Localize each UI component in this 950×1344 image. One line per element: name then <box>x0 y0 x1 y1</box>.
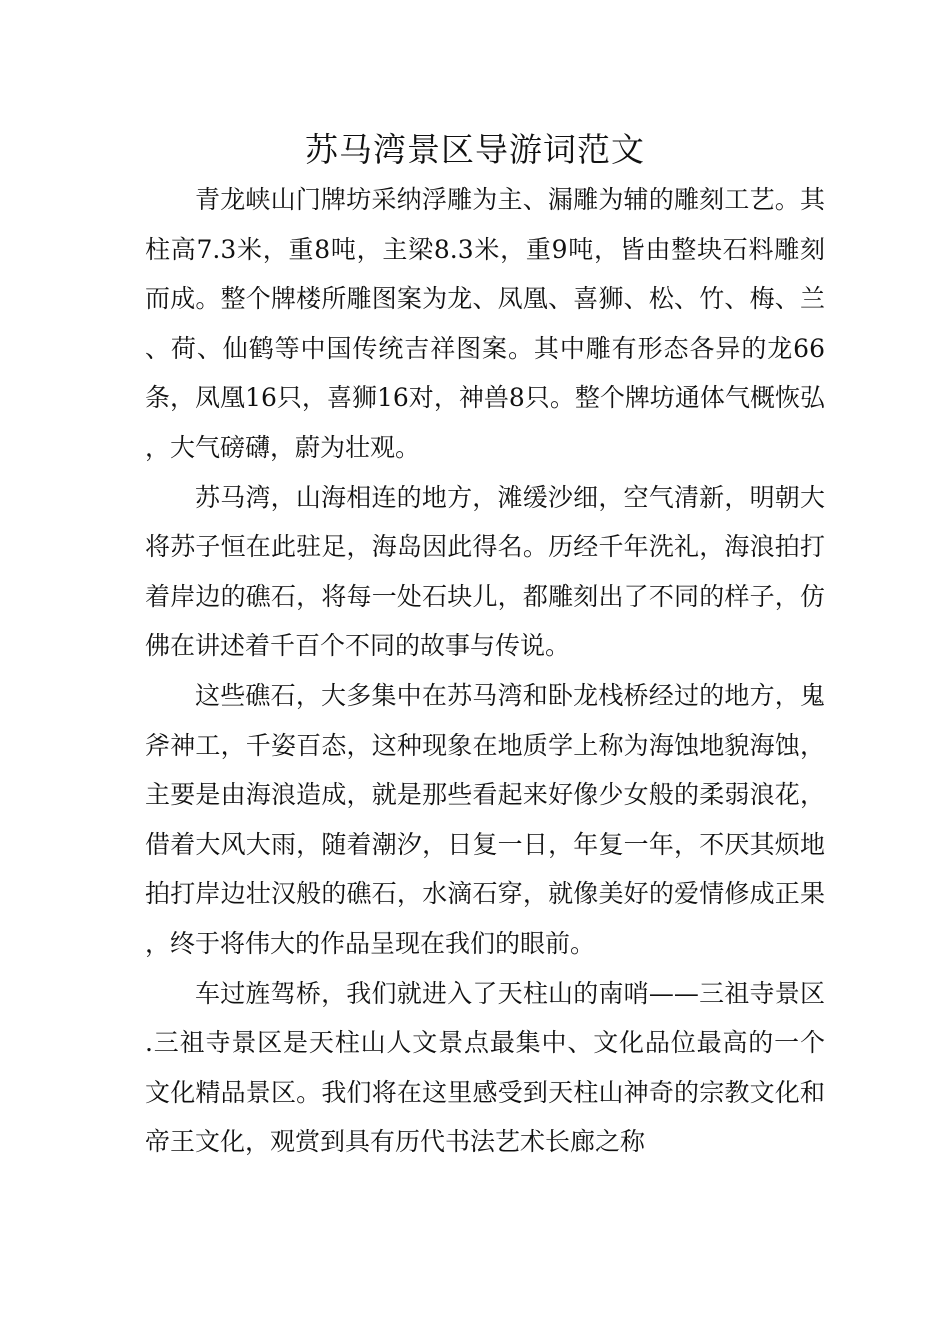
paragraph: 青龙峡山门牌坊采纳浮雕为主、漏雕为辅的雕刻工艺。其柱高7.3米，重8吨，主梁8.3米，重9吨，皆由整块石料雕刻而成。整个牌楼所雕图案为龙、凤凰、喜狮、松、竹、梅、兰、荷、仙鹤等中国传统吉祥图案。其中雕有形态各异的龙66条，凤凰16只，喜狮16对，神兽8只。整个牌坊通体气概恢弘，大气磅礴，蔚为壮观。 <box>145 185 825 462</box>
paragraph: 车过旌驾桥，我们就进入了天柱山的南哨——三祖寺景区.三祖寺景区是天柱山人文景点最集中、文化品位最高的一个文化精品景区。我们将在这里感受到天柱山神奇的宗教文化和帝王文化，观赏到具有历代书法艺术长廊之称 <box>145 978 825 1157</box>
paragraph: 苏马湾，山海相连的地方，滩缓沙细，空气清新，明朝大将苏子恒在此驻足，海岛因此得名。历经千年洗礼，海浪拍打着岸边的礁石，将每一处石块儿，都雕刻出了不同的样子，仿佛在讲述着千百个不同的故事与传说。 <box>145 482 825 661</box>
paragraph: 这些礁石，大多集中在苏马湾和卧龙栈桥经过的地方，鬼斧神工，千姿百态，这种现象在地质学上称为海蚀地貌海蚀，主要是由海浪造成，就是那些看起来好像少女般的柔弱浪花，借着大风大雨，随着潮汐，日复一日，年复一年，不厌其烦地拍打岸边壮汉般的礁石，水滴石穿，就像美好的爱情修成正果，终于将伟大的作品呈现在我们的眼前。 <box>145 680 825 958</box>
document-title: 苏马湾景区导游词范文 <box>305 130 645 169</box>
document-body <box>145 175 825 1167</box>
